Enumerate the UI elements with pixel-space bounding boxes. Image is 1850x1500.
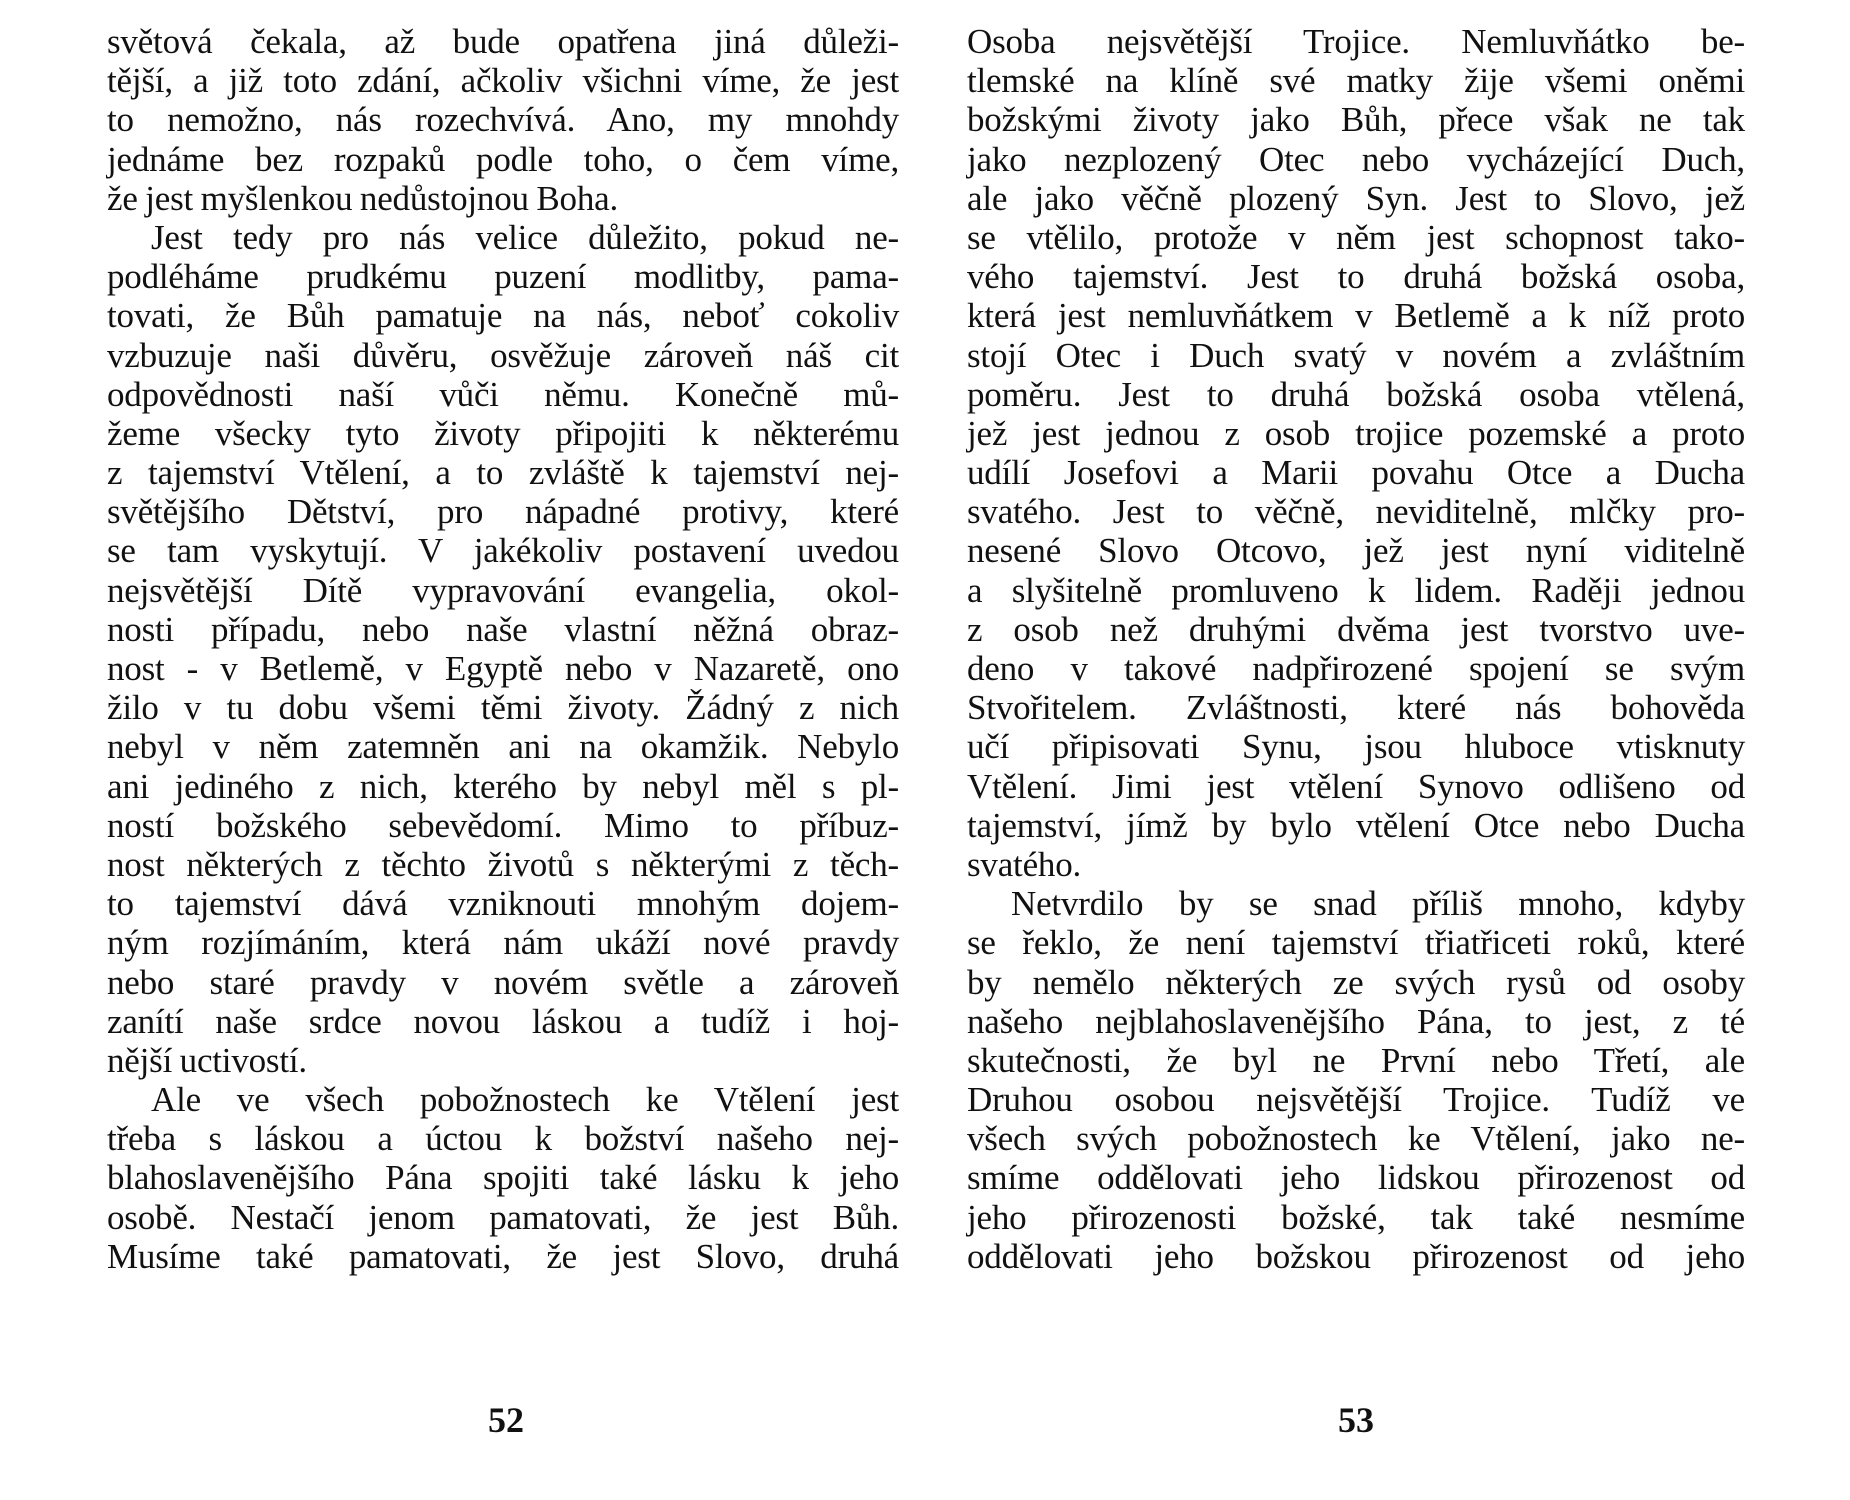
text-line: tlemské na klíně své matky žije všemi oněmi <box>967 61 1745 101</box>
text-line: našeho nejblahoslavenějšího Pána, to jest, z té <box>967 1001 1745 1041</box>
text-line: deno v takové nadpřirozené spojení se svým <box>967 649 1745 688</box>
text-line: nebyl v něm zatemněn ani na okamžik. Nebylo <box>107 727 899 767</box>
text-line: udílí Josefovi a Marii povahu Otce a Ducha <box>967 453 1745 493</box>
text-line: která jest nemluvňátkem v Betlemě a k níž proto <box>967 296 1745 336</box>
page-number-right: 53 <box>1338 1400 1374 1440</box>
text-line: Vtělení. Jimi jest vtělení Synovo odlišeno od <box>967 766 1745 806</box>
text-line: božskými životy jako Bůh, přece však ne tak <box>967 100 1745 140</box>
text-line: svatého. <box>967 844 1082 884</box>
text-line: nejsvětější Dítě vypravování evangelia, okol- <box>107 570 899 610</box>
text-line: odpovědnosti naší vůči němu. Konečně mů- <box>107 374 899 414</box>
text-line: z osob než druhými dvěma jest tvorstvo uve- <box>967 609 1745 649</box>
text-line: blahoslavenějšího Pána spojiti také lásku k jeho <box>107 1158 899 1198</box>
text-line: se řeklo, že není tajemství třiatřiceti roků, které <box>967 923 1745 963</box>
text-line: a slyšitelně promluveno k lidem. Raději jednou <box>967 570 1745 610</box>
text-line: se tam vyskytují. V jakékoliv postavení uvedou <box>107 531 899 571</box>
text-line: nost některých z těchto životů s některými z těch- <box>107 844 899 884</box>
text-line: Ale ve všech pobožnostech ke Vtělení jest <box>151 1080 899 1120</box>
text-line: stojí Otec i Duch svatý v novém a zvláštním <box>967 335 1745 375</box>
right-page-text <box>967 22 1745 1276</box>
text-line: že jest myšlenkou nedůstojnou Boha. <box>107 178 619 218</box>
text-line: ností božského sebevědomí. Mimo to příbuz- <box>107 805 899 845</box>
text-line: světová čekala, až bude opatřena jiná důleži- <box>107 22 899 61</box>
text-line: osobě. Nestačí jenom pamatovati, že jest Bůh. <box>107 1197 899 1237</box>
text-line: jako nezplozený Otec nebo vycházející Duch, <box>967 139 1745 179</box>
text-line: Druhou osobou nejsvětější Trojice. Tudíž ve <box>967 1080 1745 1120</box>
text-line: Jest tedy pro nás velice důležito, pokud ne- <box>151 217 899 257</box>
text-line: z tajemství Vtělení, a to zvláště k tajemství nej- <box>107 453 899 493</box>
page-number-left: 52 <box>488 1400 524 1440</box>
text-line: poměru. Jest to druhá božská osoba vtělená, <box>967 374 1745 414</box>
left-page-text <box>107 22 899 1276</box>
text-line: učí připisovati Synu, jsou hluboce vtisknuty <box>967 727 1745 767</box>
text-line: jeho přirozenosti božské, tak také nesmíme <box>967 1197 1745 1237</box>
text-line: nost - v Betlemě, v Egyptě nebo v Nazaretě, ono <box>107 649 899 688</box>
text-line: Osoba nejsvětější Trojice. Nemluvňátko be- <box>967 22 1745 61</box>
text-line: to nemožno, nás rozechvívá. Ano, my mnohdy <box>107 100 899 140</box>
text-line: nesené Slovo Otcovo, jež jest nyní viditelně <box>967 531 1745 571</box>
text-line: Netvrdilo by se snad příliš mnoho, kdyby <box>1011 884 1745 924</box>
text-line: skutečnosti, že byl ne První nebo Třetí, ale <box>967 1040 1745 1080</box>
text-line: se vtělilo, protože v něm jest schopnost tako- <box>967 217 1745 257</box>
text-line: by nemělo některých ze svých rysů od osoby <box>967 962 1745 1002</box>
text-line: nější uctivostí. <box>107 1040 307 1080</box>
text-line: vzbuzuje naši důvěru, osvěžuje zároveň náš cit <box>107 335 899 375</box>
text-line: Musíme také pamatovati, že jest Slovo, druhá <box>107 1236 899 1276</box>
text-line: podléháme prudkému puzení modlitby, pama- <box>107 257 899 297</box>
text-line: zanítí naše srdce novou láskou a tudíž i hoj- <box>107 1001 899 1041</box>
text-line: nosti případu, nebo naše vlastní něžná obraz- <box>107 609 899 649</box>
text-line: to tajemství dává vzniknouti mnohým dojem- <box>107 884 899 924</box>
text-line: třeba s láskou a úctou k božství našeho nej- <box>107 1119 899 1159</box>
text-line: tější, a již toto zdání, ačkoliv všichni víme, že jest <box>107 61 899 101</box>
text-line: jednáme bez rozpaků podle toho, o čem víme, <box>107 139 899 179</box>
text-line: tajemství, jímž by bylo vtělení Otce nebo Ducha <box>967 805 1745 845</box>
text-line: tovati, že Bůh pamatuje na nás, neboť cokoliv <box>107 296 899 336</box>
text-line: ale jako věčně plozený Syn. Jest to Slovo, jež <box>967 178 1745 218</box>
text-line: žilo v tu dobu všemi těmi životy. Žádný z nich <box>107 688 899 728</box>
text-line: oddělovati jeho božskou přirozenost od jeho <box>967 1236 1745 1276</box>
text-line: žeme všecky tyto životy připojiti k některému <box>107 413 899 453</box>
text-line: ani jediného z nich, kterého by nebyl měl s pl- <box>107 766 899 806</box>
text-line: jež jest jednou z osob trojice pozemské a proto <box>967 413 1745 453</box>
text-line: smíme oddělovati jeho lidskou přirozenost od <box>967 1158 1745 1198</box>
text-line: Stvořitelem. Zvláštnosti, které nás bohověda <box>967 688 1745 728</box>
text-line: nebo staré pravdy v novém světle a zároveň <box>107 962 899 1002</box>
text-line: ným rozjímáním, která nám ukáží nové pravdy <box>107 923 899 963</box>
text-line: vého tajemství. Jest to druhá božská osoba, <box>967 257 1745 297</box>
text-line: svatého. Jest to věčně, neviditelně, mlčky pro- <box>967 492 1745 532</box>
text-line: všech svých pobožnostech ke Vtělení, jako ne- <box>967 1119 1745 1159</box>
text-line: světějšího Dětství, pro nápadné protivy, které <box>107 492 899 532</box>
